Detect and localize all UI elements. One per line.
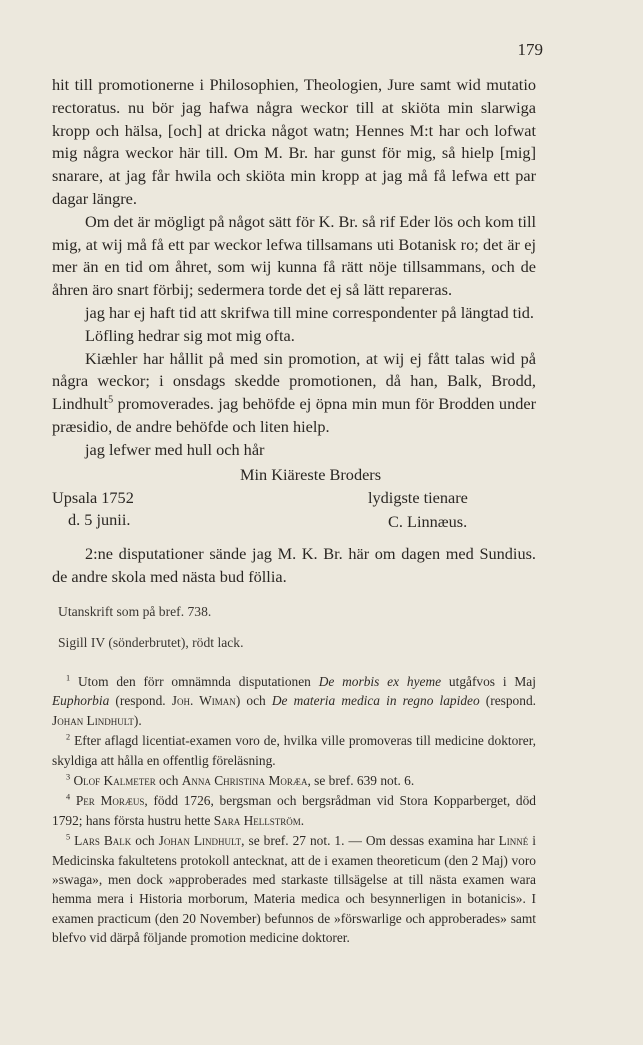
footnote-4-person-1: Per Moræus	[75, 793, 145, 809]
footnote-2	[52, 731, 536, 770]
footnote-5-text: och	[131, 833, 159, 849]
footnote-3	[52, 771, 536, 790]
footnote-1-title-1: De morbis ex hyeme	[318, 674, 442, 689]
footnote-1-text: (respond.	[479, 693, 536, 709]
footnote-4-text: , född 1726, bergsman och bergsrådman vid Stora Kopparberget, död 1792; hans första hustru hette	[52, 793, 536, 828]
paragraph-4: Löfling hedrar sig mot mig ofta.	[85, 325, 295, 345]
footnote-5-person-2: Johan Lindhult	[158, 833, 242, 849]
address-note: Utanskrift som på bref. 738.	[58, 604, 212, 619]
servant-line: lydigste tienare	[368, 488, 468, 508]
footnote-1-number: 1	[66, 673, 71, 683]
footnote-1-person-2: Johan Lindhult	[52, 712, 134, 728]
signature: C. Linnæus.	[388, 512, 468, 532]
paragraph-2: Om det är mögligt på något sätt för K. Br. så rif Eder lös och kom till mig, at wij må få ett par weckor lefwa tillsamans uti Botanisk ro; det är ej mer än en tid om åhret, som wij kunna få rätt nöje tillsammans, och de åhren äro snart förbij; sedermera torde det ej så lätt repareras.	[52, 211, 536, 300]
footnote-3-person-2: Anna Christina Moræa	[181, 773, 308, 789]
footnote-1-text: ).	[133, 712, 142, 728]
page-number: 179	[517, 40, 543, 59]
footnote-1-text: Utom den förr omnämnda disputationen	[77, 674, 319, 689]
footnote-ref-5: 5	[108, 394, 114, 406]
footnote-1-person-1: Joh. Wiman	[171, 693, 236, 709]
footnote-1-text: utgåfvos i Maj	[441, 674, 536, 689]
footnote-1-title-2: Euphorbia	[52, 693, 110, 709]
seal-note: Sigill IV (sönderbrutet), rödt lack.	[58, 635, 244, 650]
paragraph-3: jag har ej haft tid att skrifwa till mine correspondenter på längtad tid.	[85, 302, 534, 322]
footnote-5-person-1: Lars Balk	[74, 833, 132, 849]
paragraph-1: hit till promotionerne i Philosophien, Theologien, Jure samt wid mutatio rectoratus. nu bör jag hafwa några weckor till at skiöta min slarwiga kropp och hälsa, [och] at dricka något watn; Hennes M:t har och lofwat mig några weckor här till. Om M. Br. har gunst för mig, så hielp [mig] snarare, at jag får hwila och skiöta min kropp at jag må få lefwa ett par dagar längre.	[52, 75, 536, 208]
closing-salutation: Min Kiäreste Broders	[240, 464, 382, 484]
footnote-3-number: 3	[66, 772, 71, 782]
footnote-4	[52, 791, 536, 830]
footnote-1-title-3: De materia medica in regno lapideo	[271, 693, 480, 709]
footnote-5	[52, 831, 536, 947]
letter-body	[52, 74, 536, 589]
footnote-2-text: Efter aflagd licentiat-examen voro de, hvilka ville promoveras till medicine doktorer, skyldiga att hålla en offentlig föreläsning.	[52, 733, 536, 768]
footnote-1	[52, 672, 536, 730]
footnote-4-number: 4	[66, 792, 71, 802]
footnotes	[52, 672, 536, 949]
place: Upsala 1752	[52, 488, 134, 508]
footnote-3-text: och	[155, 773, 182, 789]
footnote-2-number: 2	[66, 732, 71, 742]
footnote-3-person-1: Olof Kalmeter	[73, 773, 156, 789]
date: d. 5 junii.	[68, 510, 131, 530]
footnote-5-text: i Medicinska fakultetens protokoll antecknat, att de i examen theoreticum (den 2 Maj) voro »swaga», men dock »approberades med starkaste tillsägelse at till nästa examen wara hemma mera i Historia morborum, Materia medica och besynnerligen in botanicis». I examen practicum (den 20 November) befunnos de »förswarlige och approberades» samt blefvo vid därpå följande promotion medicine doktorer.	[52, 833, 536, 946]
paragraph-5-part-1: Kiæhler har hållit på med sin promotion, at wij ej fått talas wid på några weckor; i onsdags skedde promotionen, då han, Balk, Brodd, Lindhult	[52, 348, 536, 414]
paragraph-5	[52, 348, 536, 439]
paragraph-6: jag lefwer med hull och hår	[85, 439, 265, 459]
footnote-5-person-3: Linné	[498, 833, 529, 849]
footnote-5-text: , se bref. 27 not. 1. — Om dessas examina har	[241, 833, 499, 849]
closing-block	[52, 487, 536, 533]
footnote-5-number: 5	[66, 832, 71, 842]
footnote-3-text: , se bref. 639 not. 6.	[307, 773, 415, 789]
paragraph-5-part-2: promoverades. jag behöfde ej öpna min mun för Brodden under præsidio, de andre behöfde och liten hielp.	[52, 394, 536, 436]
footnote-1-text: (respond.	[109, 693, 172, 709]
postscript: 2:ne disputationer sände jag M. K. Br. här om dagen med Sundius. de andre skola med nästa bud föllia.	[52, 544, 536, 587]
footnote-4-person-2: Sara Hellström	[213, 812, 301, 828]
footnote-1-text: ) och	[235, 693, 272, 709]
footnote-4-text: .	[300, 812, 305, 828]
